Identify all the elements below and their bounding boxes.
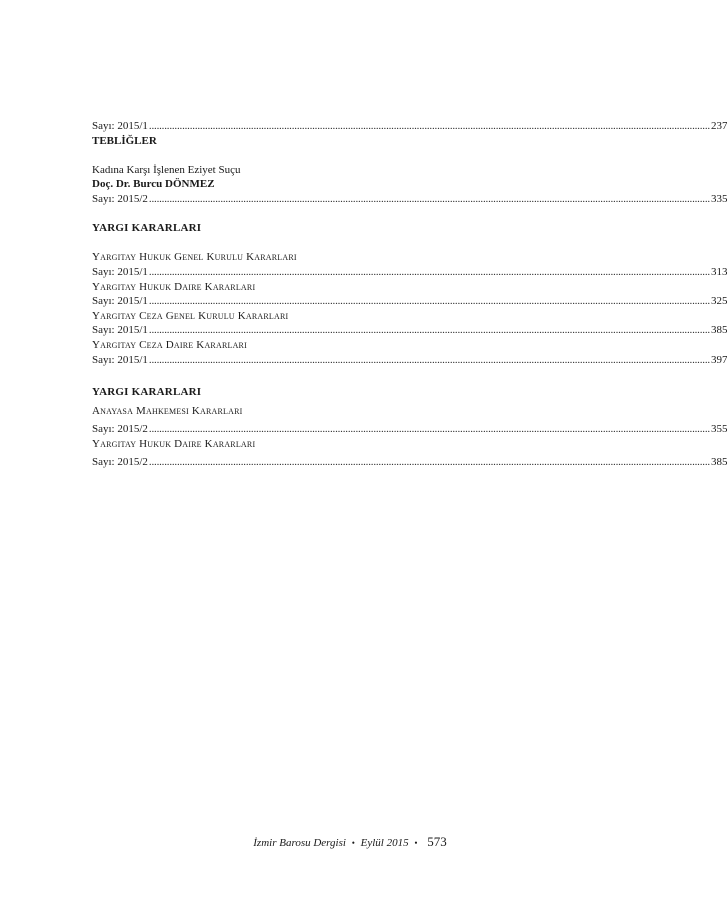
toc-entry-page: 335 [710,192,727,205]
dot-leader: ............................................................................................................................................................................................................................ [148,120,710,132]
section-heading-yargi-kararlari: YARGI KARARLARI [92,222,202,235]
toc-entry [92,192,727,207]
subsection-title: Yargıtay Ceza Daire Kararları [92,338,247,351]
footer-separator: • [351,838,355,848]
toc-entry [92,323,727,338]
toc-entry-label: Sayı: 2015/1 [92,353,148,366]
toc-entry-page: 237 [710,120,727,132]
dot-leader: ............................................................................................................................................................................................................................ [148,265,710,278]
toc-entry-page: 313 [710,265,727,278]
toc-entry-page: 385 [710,324,727,337]
toc-entry-page: 397 [710,353,727,366]
dot-leader: ............................................................................................................................................................................................................................ [148,423,710,436]
subsection-title: Yargıtay Ceza Genel Kurulu Kararları [92,309,289,322]
subsection-title: Yargıtay Hukuk Genel Kurulu Kararları [92,251,297,264]
toc-entry-label: Sayı: 2015/1 [92,265,148,278]
subsection-title: Yargıtay Hukuk Daire Kararları [92,437,256,450]
toc-entry [92,422,727,437]
toc-entry [92,119,727,134]
dot-leader: ............................................................................................................................................................................................................................ [148,456,710,469]
toc-entry [92,353,727,368]
section-heading-tebligler: TEBLİĞLER [92,134,157,147]
toc-entry-label: Sayı: 2015/2 [92,456,148,469]
issue-date: Eylül 2015 [360,837,409,849]
article-title: Kadına Karşı İşlenen Eziyet Suçu [92,163,241,176]
subsection-title: Yargıtay Hukuk Daire Kararları [92,280,256,293]
toc-entry-label: Sayı: 2015/2 [92,192,148,205]
toc-entry [92,265,727,280]
toc-entry-page: 385 [710,456,727,469]
footer-separator: • [414,838,418,848]
toc-entry-label: Sayı: 2015/1 [92,324,148,337]
article-author: Doç. Dr. Burcu DÖNMEZ [92,178,215,191]
dot-leader: ............................................................................................................................................................................................................................ [148,295,710,308]
toc-entry-label: Sayı: 2015/1 [92,295,148,308]
toc-entry-page: 355 [710,423,727,436]
journal-name: İzmir Barosu Dergisi [253,837,346,849]
section-heading-yargi-kararlari: YARGI KARARLARI [92,386,202,399]
toc-entry [92,294,727,309]
toc-entry-label: Sayı: 2015/2 [92,423,148,436]
page-number: 573 [427,834,447,849]
table-of-contents [92,119,727,470]
dot-leader: ............................................................................................................................................................................................................................ [148,324,710,337]
dot-leader: ............................................................................................................................................................................................................................ [148,192,710,205]
toc-entry-label: Sayı: 2015/1 [92,120,148,132]
toc-entry-page: 325 [710,295,727,308]
toc-entry [92,455,727,470]
subsection-title: Anayasa Mahkemesi Kararları [92,404,243,417]
dot-leader: ............................................................................................................................................................................................................................ [148,353,710,366]
page-footer [0,834,700,850]
